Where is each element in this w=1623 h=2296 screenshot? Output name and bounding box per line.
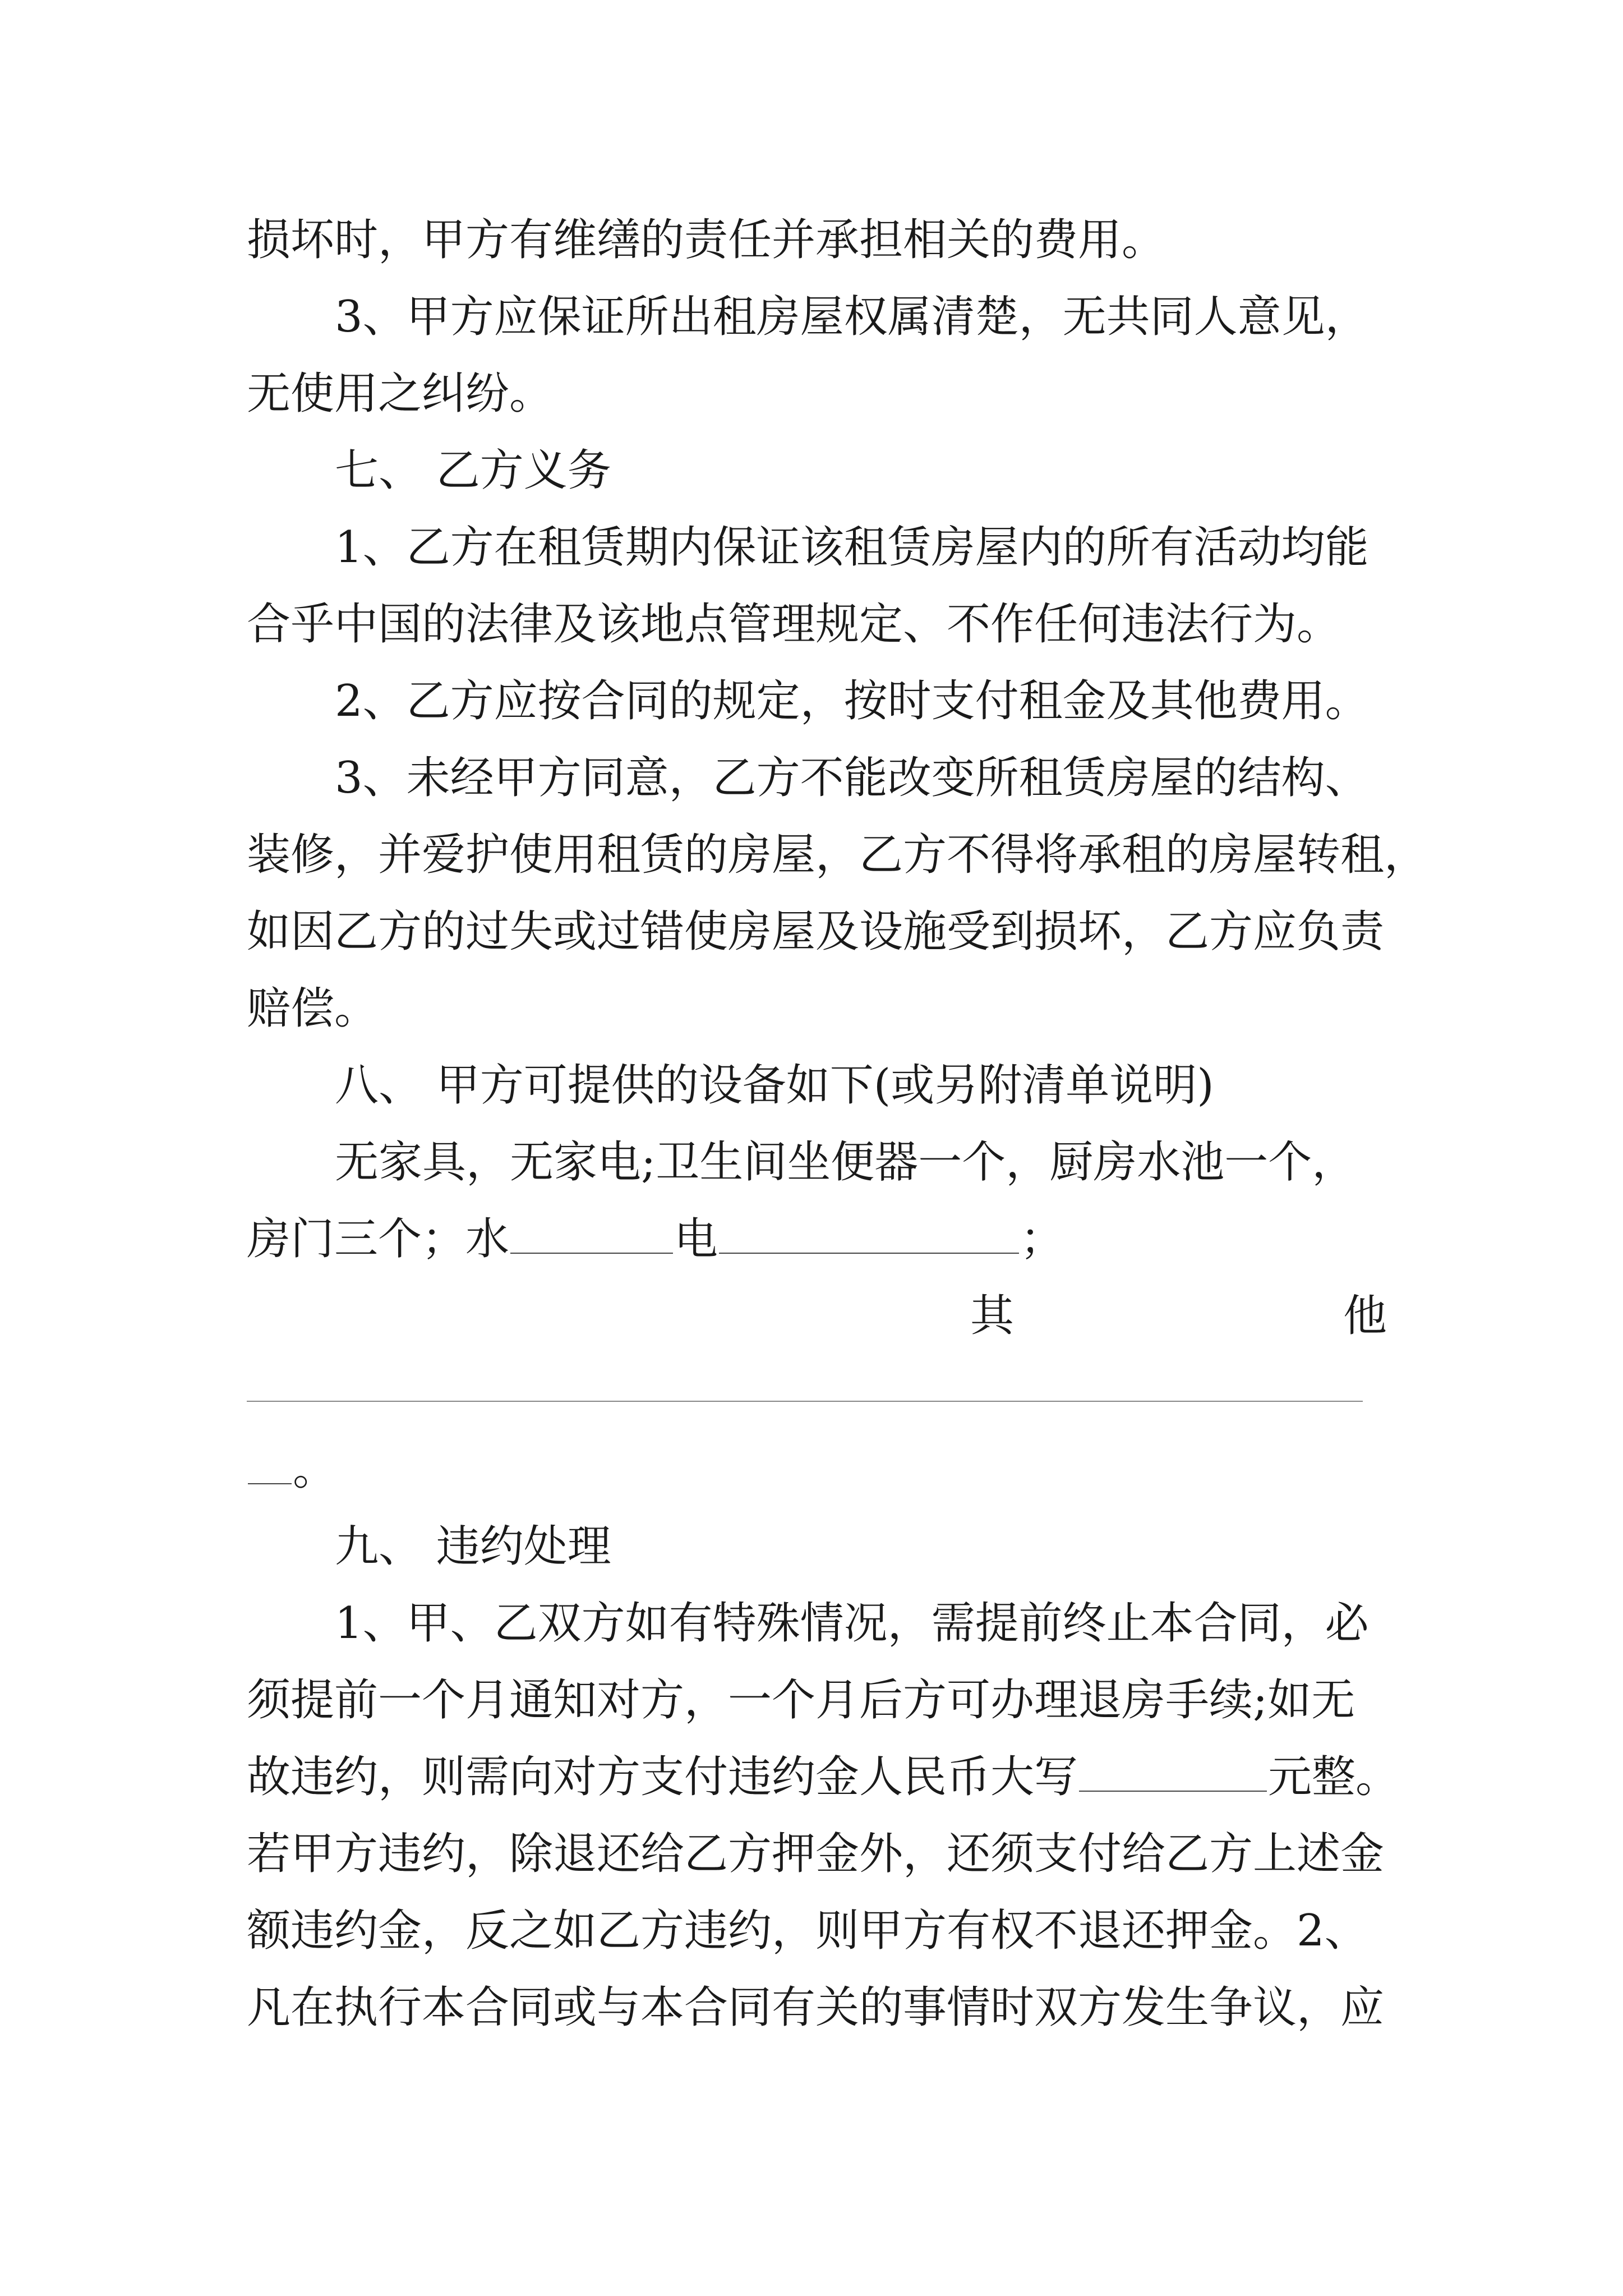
- text-line: 须提前一个月通知对方，一个月后方可办理退房手续;如无: [247, 1675, 1355, 1726]
- period-line: [247, 1432, 1380, 1508]
- section-heading-7: 七、 乙方义务: [335, 445, 611, 496]
- text-line: 若甲方违约，除退还给乙方押金外，还须支付给乙方上述金: [247, 1829, 1385, 1879]
- text-line: 赔偿。: [247, 983, 379, 1034]
- text-line: 1、乙方在租赁期内保证该租赁房屋内的所有活动均能: [335, 522, 1369, 573]
- text-line: 3、未经甲方同意，乙方不能改变所租赁房屋的结构、: [335, 753, 1369, 803]
- text-line: 3、甲方应保证所出租房屋权属清楚，无共同人意见，: [335, 292, 1369, 342]
- other-line: [247, 1278, 1387, 1355]
- other-blank-row: [247, 1355, 1380, 1432]
- text-line: 装修，并爱护使用租赁的房屋，乙方不得将承租的房屋转租，: [247, 830, 1428, 880]
- text-line: 凡在执行本合同或与本合同有关的事情时双方发生争议，应: [247, 1982, 1385, 2033]
- period-mark: 。: [293, 1444, 337, 1495]
- utilities-line: [247, 1201, 1380, 1278]
- utilities-suffix: ；: [1020, 1214, 1064, 1264]
- text-line: 如因乙方的过失或过错使房屋及设施受到损坏，乙方应负责: [247, 907, 1385, 957]
- text-line: 额违约金，反之如乙方违约，则甲方有权不退还押金。2、: [247, 1906, 1368, 1956]
- section-heading-8: 八、 甲方可提供的设备如下(或另附清单说明): [335, 1060, 1214, 1111]
- text-line: 无使用之纠纷。: [247, 369, 554, 419]
- other-right-char: 他: [1343, 1291, 1387, 1341]
- text-line: 1、甲、乙双方如有特殊情况，需提前终止本合同，必: [335, 1598, 1369, 1649]
- section-heading-9: 九、 违约处理: [335, 1521, 611, 1572]
- penalty-prefix: 故违约，则需向对方支付违约金人民币大写: [247, 1752, 1078, 1802]
- other-blank-rule: [247, 1401, 1363, 1402]
- water-blank-field: [510, 1209, 673, 1254]
- tail-blank-field: [248, 1439, 292, 1484]
- text-line: 2、乙方应按合同的规定，按时支付租金及其他费用。: [335, 676, 1369, 726]
- text-line: 合乎中国的法律及该地点管理规定、不作任何违法行为。: [247, 599, 1341, 650]
- utilities-prefix: 房门三个；水: [247, 1214, 510, 1264]
- utilities-middle: 电: [674, 1214, 718, 1264]
- penalty-line: [247, 1739, 1400, 1816]
- electricity-blank-field: [719, 1209, 1019, 1254]
- text-line: 损坏时，甲方有维缮的责任并承担相关的费用。: [247, 215, 1166, 265]
- contract-body: [247, 202, 1428, 2046]
- text-line: 无家具，无家电;卫生间坐便器一个，厨房水池一个，: [335, 1137, 1356, 1188]
- other-left-char: 其: [970, 1291, 1015, 1341]
- penalty-amount-blank-field: [1079, 1747, 1267, 1792]
- penalty-suffix: 元整。: [1268, 1752, 1400, 1802]
